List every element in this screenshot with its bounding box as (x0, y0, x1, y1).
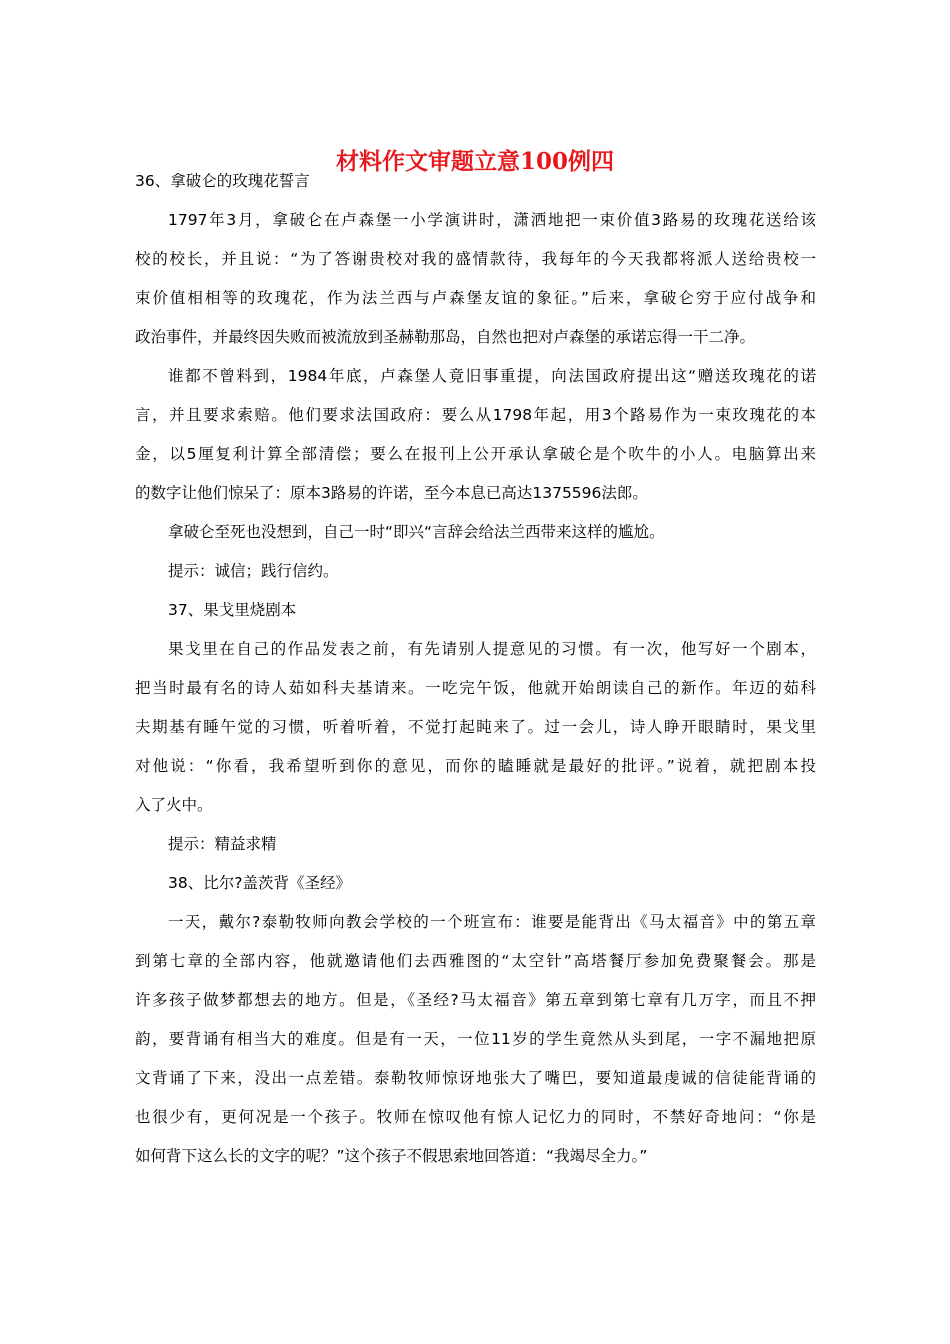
paragraph-line: 夫期基有睡午觉的习惯，听着听着，不觉打起盹来了。过一会儿，诗人睁开眼睛时，果戈里 (135, 718, 816, 736)
paragraph-line: 如何背下这么长的文字的呢？”这个孩子不假思索地回答道：“我竭尽全力。” (135, 1147, 648, 1165)
paragraph-line: 1797年3月，拿破仑在卢森堡一小学演讲时，潇洒地把一束价值3路易的玫瑰花送给该 (168, 211, 816, 229)
paragraph-line: 对他说：“你看，我希望听到你的意见，而你的瞌睡就是最好的批评。”说着，就把剧本投 (135, 757, 816, 775)
paragraph-line: 谁都不曾料到，1984年底，卢森堡人竟旧事重提，向法国政府提出这“赠送玫瑰花的诺 (168, 367, 816, 385)
document-body (135, 172, 816, 1166)
paragraph-line: 韵，要背诵有相当大的难度。但是有一天，一位11岁的学生竟然从头到尾，一字不漏地把原 (135, 1030, 816, 1048)
paragraph-line: 拿破仑至死也没想到，自己一时“即兴“言辞会给法兰西带来这样的尴尬。 (168, 523, 665, 541)
paragraph (135, 211, 816, 347)
hint-text: 提示：精益求精 (168, 835, 277, 853)
paragraph-line: 金，以5厘复利计算全部清偿；要么在报刊上公开承认拿破仑是个吹牛的小人。电脑算出来 (135, 445, 816, 463)
paragraph-line: 许多孩子做梦都想去的地方。但是，《圣经?马太福音》第五章到第七章有几万字，而且不押 (135, 991, 816, 1009)
hint-text: 提示：诚信；践行信约。 (168, 562, 339, 580)
paragraph-line: 文背诵了下来，没出一点差错。泰勒牧师惊讶地张大了嘴巴，要知道最虔诚的信徒能背诵的 (135, 1069, 816, 1087)
paragraph-line: 到第七章的全部内容，他就邀请他们去西雅图的“太空针”高塔餐厅参加免费聚餐会。那是 (135, 952, 816, 970)
paragraph (135, 913, 816, 1166)
document-title: 材料作文审题立意100例四 (335, 148, 614, 175)
section-heading: 36、拿破仑的玫瑰花誓言 (135, 172, 310, 190)
paragraph-line: 言，并且要求索赔。他们要求法国政府：要么从1798年起，用3个路易作为一束玫瑰花的本 (135, 406, 816, 424)
paragraph-line: 把当时最有名的诗人茹如科夫基请来。一吃完午饭，他就开始朗读自己的新作。年迈的茹科 (135, 679, 816, 697)
section-heading: 37、果戈里烧剧本 (168, 601, 297, 619)
paragraph-line: 校的校长，并且说：“为了答谢贵校对我的盛情款待，我每年的今天我都将派人送给贵校一 (135, 250, 816, 268)
paragraph-line: 束价值相相等的玫瑰花，作为法兰西与卢森堡友谊的象征。”后来，拿破仑穷于应付战争和 (135, 289, 816, 307)
paragraph (135, 367, 816, 503)
section-heading: 38、比尔?盖茨背《圣经》 (168, 874, 351, 892)
paragraph-line: 的数字让他们惊呆了：原本3路易的许诺，至今本息已高达1375596法郎。 (135, 484, 648, 502)
paragraph-line: 政治事件，并最终因失败而被流放到圣赫勒那岛，自然也把对卢森堡的承诺忘得一干二净。 (135, 328, 756, 346)
paragraph-line: 入了火中。 (135, 796, 213, 814)
paragraph (135, 640, 816, 815)
paragraph-line: 果戈里在自己的作品发表之前，有先请别人提意见的习惯。有一次，他写好一个剧本， (168, 640, 816, 658)
paragraph-line: 一天，戴尔?泰勒牧师向教会学校的一个班宣布：谁要是能背出《马太福音》中的第五章 (168, 913, 816, 931)
paragraph-line: 也很少有，更何况是一个孩子。牧师在惊叹他有惊人记忆力的同时，不禁好奇地问：“你是 (135, 1108, 816, 1126)
